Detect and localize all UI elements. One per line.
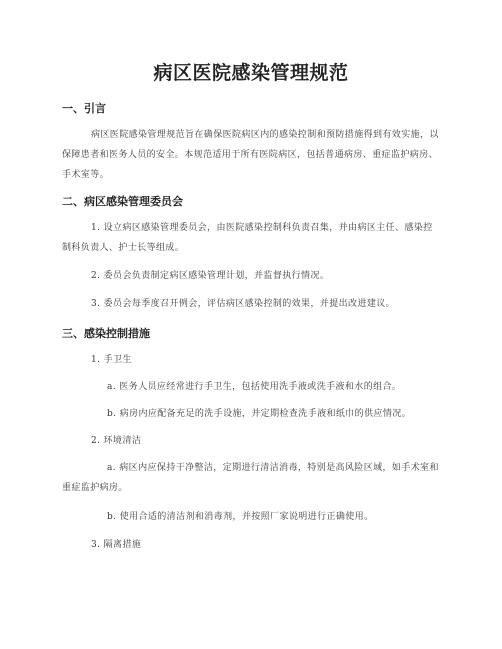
- document-title: 病区医院感染管理规范: [153, 62, 349, 84]
- section-heading-introduction: 一、引言: [62, 102, 106, 115]
- section-heading-committee: 二、病区感染管理委员会: [62, 195, 183, 208]
- hand-hygiene-item-a: a. 医务人员应经常进行手卫生，包括使用洗手液或洗手液和水的组合。: [107, 382, 402, 392]
- measure-hand-hygiene-title: 1. 手卫生: [91, 355, 132, 365]
- introduction-paragraph: 病区医院感染管理规范旨在确保医院病区内的感染控制和预防措施得到有效实施，以保障患者和医务人员的安全。本规范适用于所有医院病区，包括普通病房、重症监护病房、手术室等。: [62, 130, 439, 180]
- committee-item-1: 1. 设立病区感染管理委员会，由医院感染控制科负责召集，并由病区主任、感染控制科负责人、护士长等组成。: [62, 223, 433, 253]
- committee-item-3: 3. 委员会每季度召开例会，评估病区感染控制的效果，并提出改进建议。: [91, 299, 396, 309]
- committee-item-2: 2. 委员会负责制定病区感染管理计划，并监督执行情况。: [91, 271, 330, 281]
- environment-cleaning-item-b: b. 使用合适的清洁剂和消毒剂，并按照厂家说明进行正确使用。: [107, 512, 374, 522]
- environment-cleaning-item-a: a. 病区内应保持干净整洁，定期进行清洁消毒，特别是高风险区域，如手术室和重症监护病房。: [62, 463, 439, 493]
- hand-hygiene-item-b: b. 病房内应配备充足的洗手设施，并定期检查洗手液和纸巾的供应情况。: [107, 409, 412, 419]
- measure-isolation-title: 3. 隔离措施: [91, 540, 142, 550]
- measure-environment-cleaning-title: 2. 环境清洁: [91, 436, 142, 446]
- section-heading-measures: 三、感染控制措施: [62, 327, 150, 340]
